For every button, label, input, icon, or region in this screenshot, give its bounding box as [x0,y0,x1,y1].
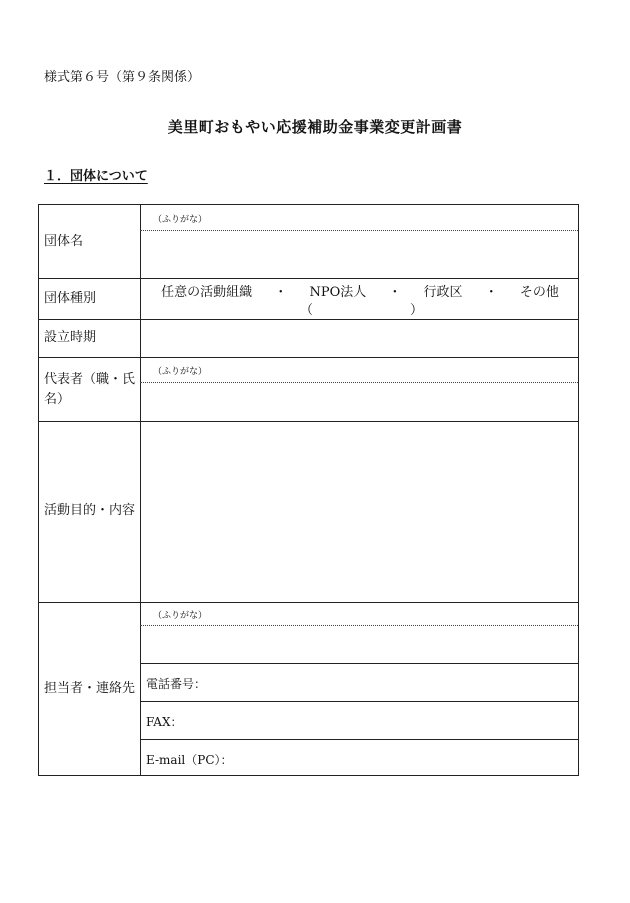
contact-furigana-label: （ふりがな） [153,611,208,621]
purpose-label: 活動目的・内容 [44,503,136,518]
group-info-table [38,204,579,776]
contact-subrow-divider [140,739,578,740]
established-label: 設立時期 [44,330,97,345]
row-divider [39,278,578,279]
row-divider [39,319,578,320]
option-voluntary[interactable]: 任意の活動組織 [161,285,253,300]
option-separator: ・ [274,285,288,300]
row-divider [39,602,578,603]
option-separator: ・ [484,285,498,300]
row-divider [39,421,578,422]
row-divider [39,357,578,358]
option-npo[interactable]: NPO法人 [309,285,367,300]
representative-furigana-label: （ふりがな） [153,367,208,377]
option-separator: ・ [388,285,402,300]
furigana-divider [140,625,578,626]
group-type-options[interactable] [140,281,580,300]
furigana-divider [140,230,578,231]
email-label: E-mail（PC）： [146,753,233,767]
group-name-furigana-label: （ふりがな） [153,215,208,225]
group-type-label: 団体種別 [44,291,97,306]
fax-label: FAX： [146,715,183,729]
option-district[interactable]: 行政区 [423,285,463,300]
section-heading: １．団体について [44,169,148,184]
contact-subrow-divider [140,701,578,702]
other-paren-close: ） [410,303,424,318]
contact-subrow-divider [140,663,578,664]
option-other[interactable]: その他 [519,285,559,300]
group-name-label: 団体名 [44,234,84,249]
contact-label: 担当者・連絡先 [44,681,136,696]
furigana-divider [140,382,578,383]
form-number: 様式第６号（第９条関係） [44,70,201,85]
representative-label: 代表者（職・氏名） [44,372,136,407]
other-paren-open: （ [300,303,314,318]
document-title: 美里町おもやい応援補助金事業変更計画書 [167,118,463,136]
phone-label: 電話番号： [146,677,207,691]
